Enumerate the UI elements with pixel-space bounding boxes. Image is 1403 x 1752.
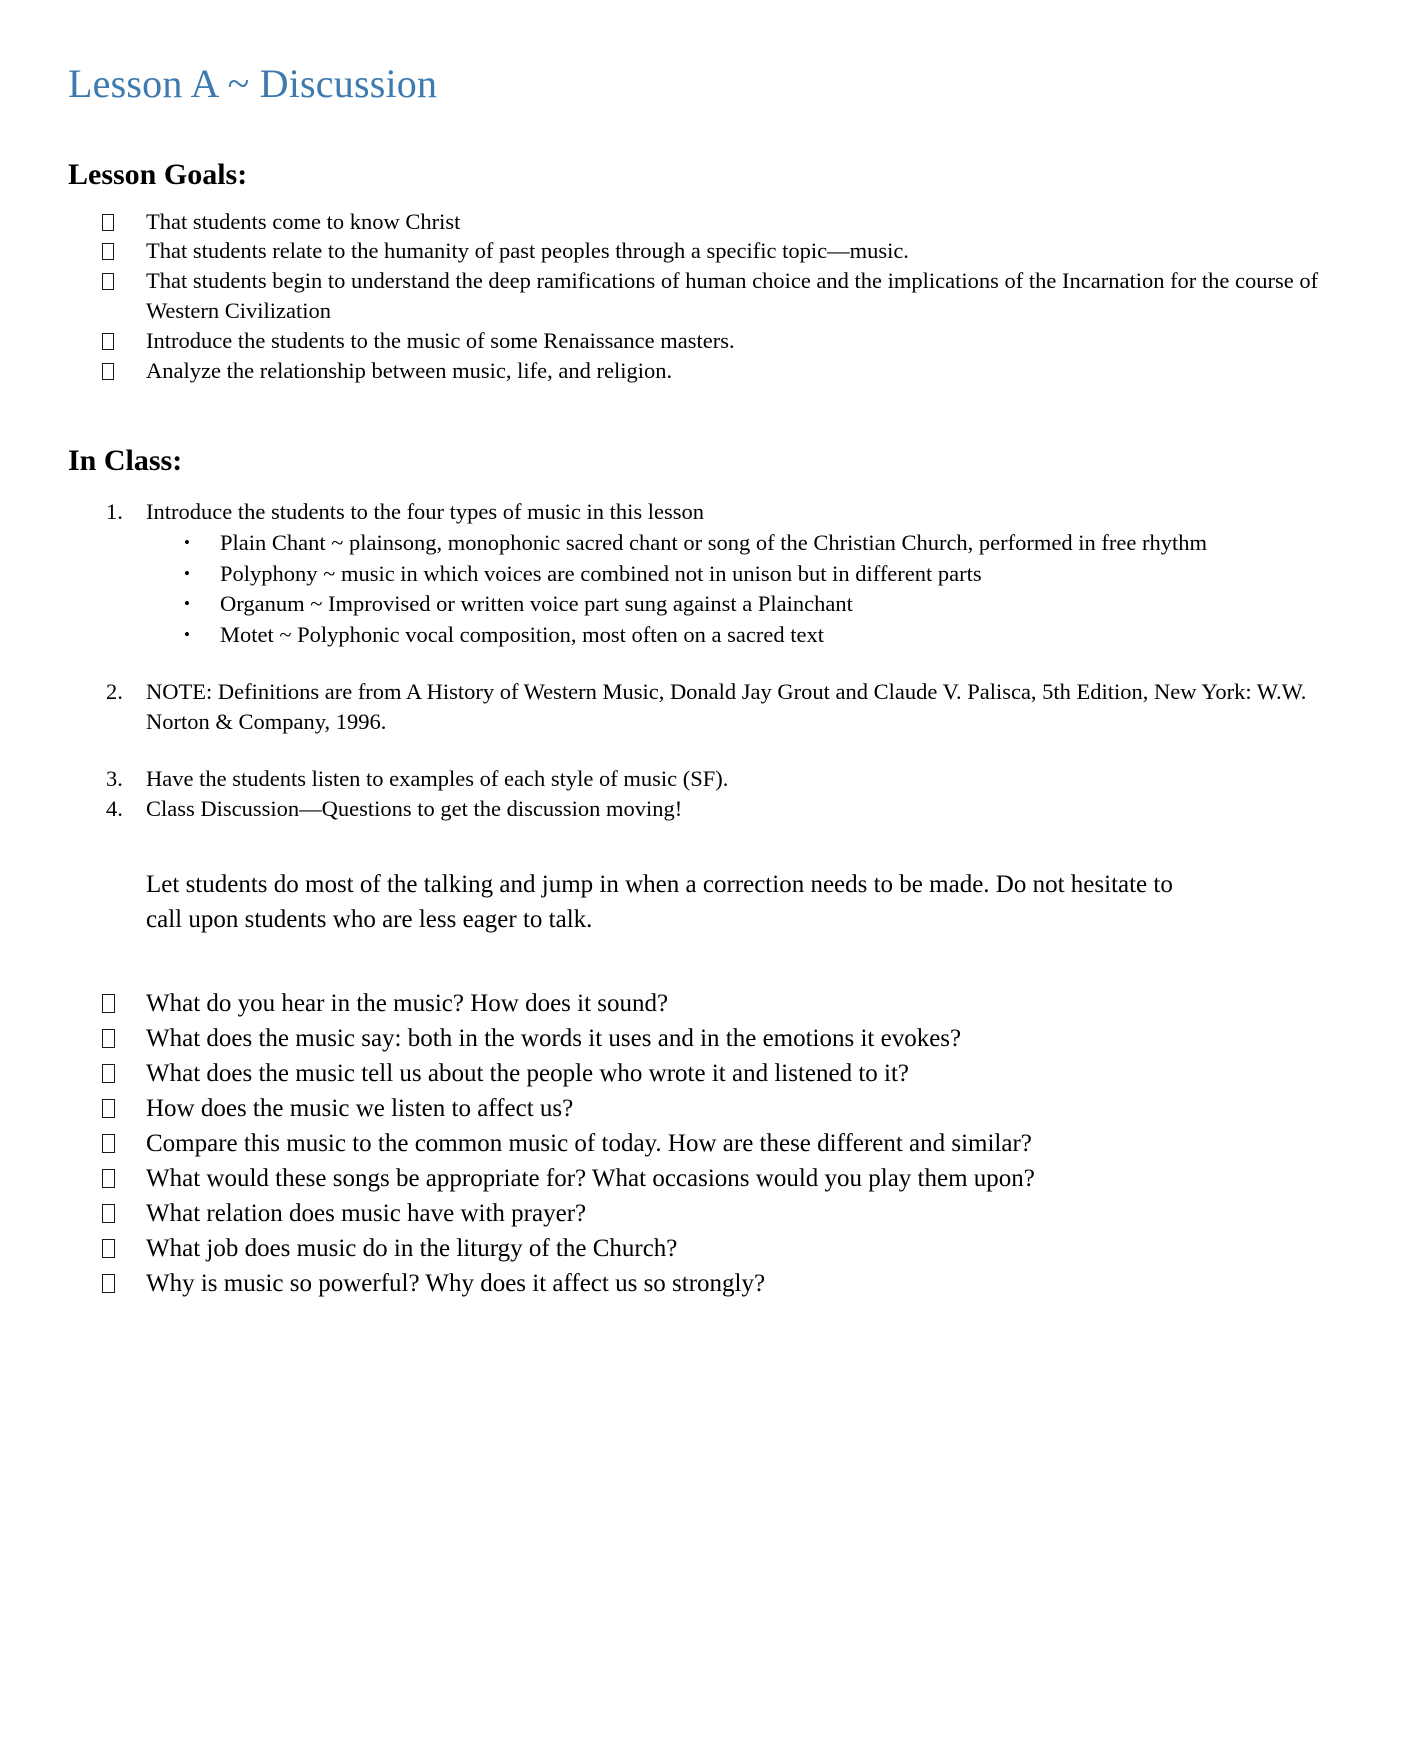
list-item — [106, 794, 1333, 825]
list-item — [106, 677, 1333, 738]
list-item — [184, 559, 1333, 590]
tofu-box-icon — [102, 1196, 146, 1231]
list-number: 4. — [106, 796, 123, 822]
in-class-text: NOTE: Definitions are from A History of Western Music, Donald Jay Grout and Claude V. Palisca, 5th Edition, New York: W.W. Norton & Company, 1996. — [146, 678, 1307, 735]
question-text: Compare this music to the common music of today. How are these different and similar? — [146, 1129, 1032, 1157]
lesson-goals-list — [102, 207, 1333, 387]
discussion-instruction: Let students do most of the talking and jump in when a correction needs to be made. Do not hesitate to call upon students who are less eager to talk. — [146, 870, 1173, 934]
in-class-text: Class Discussion—Questions to get the discussion moving! — [146, 796, 683, 822]
question-text: What do you hear in the music? How does it sound? — [146, 989, 669, 1017]
list-item — [102, 1126, 1333, 1161]
question-text: What does the music tell us about the people who wrote it and listened to it? — [146, 1059, 910, 1087]
tofu-box-icon — [102, 1161, 146, 1196]
tofu-box-icon — [102, 986, 146, 1021]
list-number: 2. — [106, 678, 123, 704]
music-types-sublist — [184, 528, 1333, 650]
list-item — [102, 326, 1333, 356]
in-class-list — [106, 497, 1333, 825]
music-type-text: Organum ~ Improvised or written voice part sung against a Plainchant — [220, 591, 853, 617]
tofu-box-icon — [102, 326, 146, 356]
in-class-text: Introduce the students to the four types of music in this lesson — [146, 498, 705, 524]
dot-bullet-icon: • — [184, 533, 190, 553]
tofu-box-icon — [102, 1231, 146, 1266]
list-item — [102, 356, 1333, 386]
tofu-box-icon — [102, 356, 146, 386]
list-item — [102, 1196, 1333, 1231]
question-text: What job does music do in the liturgy of the Church? — [146, 1234, 678, 1262]
list-item — [184, 528, 1333, 559]
list-item — [184, 589, 1333, 620]
dot-bullet-icon: • — [184, 594, 190, 614]
lesson-goals-heading: Lesson Goals: — [68, 158, 248, 191]
music-type-text: Plain Chant ~ plainsong, monophonic sacred chant or song of the Christian Church, performed in free rhythm — [220, 530, 1207, 556]
list-item — [102, 1266, 1333, 1301]
question-text: Why is music so powerful? Why does it affect us so strongly? — [146, 1269, 766, 1297]
list-item — [102, 207, 1333, 237]
lesson-goal-text: That students come to know Christ — [146, 208, 461, 234]
tofu-box-icon — [102, 1126, 146, 1161]
list-item — [106, 497, 1333, 528]
list-item — [102, 266, 1333, 326]
list-number: 3. — [106, 765, 123, 791]
question-text: How does the music we listen to affect us? — [146, 1094, 574, 1122]
tofu-box-icon — [102, 1056, 146, 1091]
page-title: Lesson A ~ Discussion — [68, 61, 438, 106]
tofu-box-icon — [102, 207, 146, 237]
lesson-goal-text: Analyze the relationship between music, life, and religion. — [146, 358, 673, 384]
question-text: What relation does music have with prayer? — [146, 1199, 587, 1227]
list-item — [106, 764, 1333, 795]
tofu-box-icon — [102, 236, 146, 266]
list-item — [184, 620, 1333, 651]
music-type-text: Polyphony ~ music in which voices are combined not in unison but in different parts — [220, 560, 982, 586]
tofu-box-icon — [102, 1266, 146, 1301]
list-item — [102, 1056, 1333, 1091]
list-item — [102, 986, 1333, 1021]
list-item — [102, 1161, 1333, 1196]
list-item — [102, 1091, 1333, 1126]
question-text: What would these songs be appropriate for? What occasions would you play them upon? — [146, 1164, 1035, 1192]
tofu-box-icon — [102, 266, 146, 296]
lesson-goal-text: Introduce the students to the music of some Renaissance masters. — [146, 328, 735, 354]
lesson-goal-text: That students begin to understand the deep ramifications of human choice and the implications of the Incarnation for the course of Western Civilization — [146, 268, 1319, 324]
tofu-box-icon — [102, 1021, 146, 1056]
tofu-box-icon — [102, 1091, 146, 1126]
list-item — [102, 1231, 1333, 1266]
discussion-questions-list — [102, 986, 1333, 1301]
in-class-text: Have the students listen to examples of each style of music (SF). — [146, 765, 729, 791]
lesson-goal-text: That students relate to the humanity of past peoples through a specific topic—music. — [146, 238, 909, 264]
list-item — [102, 1021, 1333, 1056]
dot-bullet-icon: • — [184, 563, 190, 583]
list-number: 1. — [106, 498, 123, 524]
dot-bullet-icon: • — [184, 624, 190, 644]
music-type-text: Motet ~ Polyphonic vocal composition, most often on a sacred text — [220, 621, 824, 647]
list-item — [102, 236, 1333, 266]
question-text: What does the music say: both in the words it uses and in the emotions it evokes? — [146, 1024, 962, 1052]
in-class-heading: In Class: — [68, 444, 183, 478]
